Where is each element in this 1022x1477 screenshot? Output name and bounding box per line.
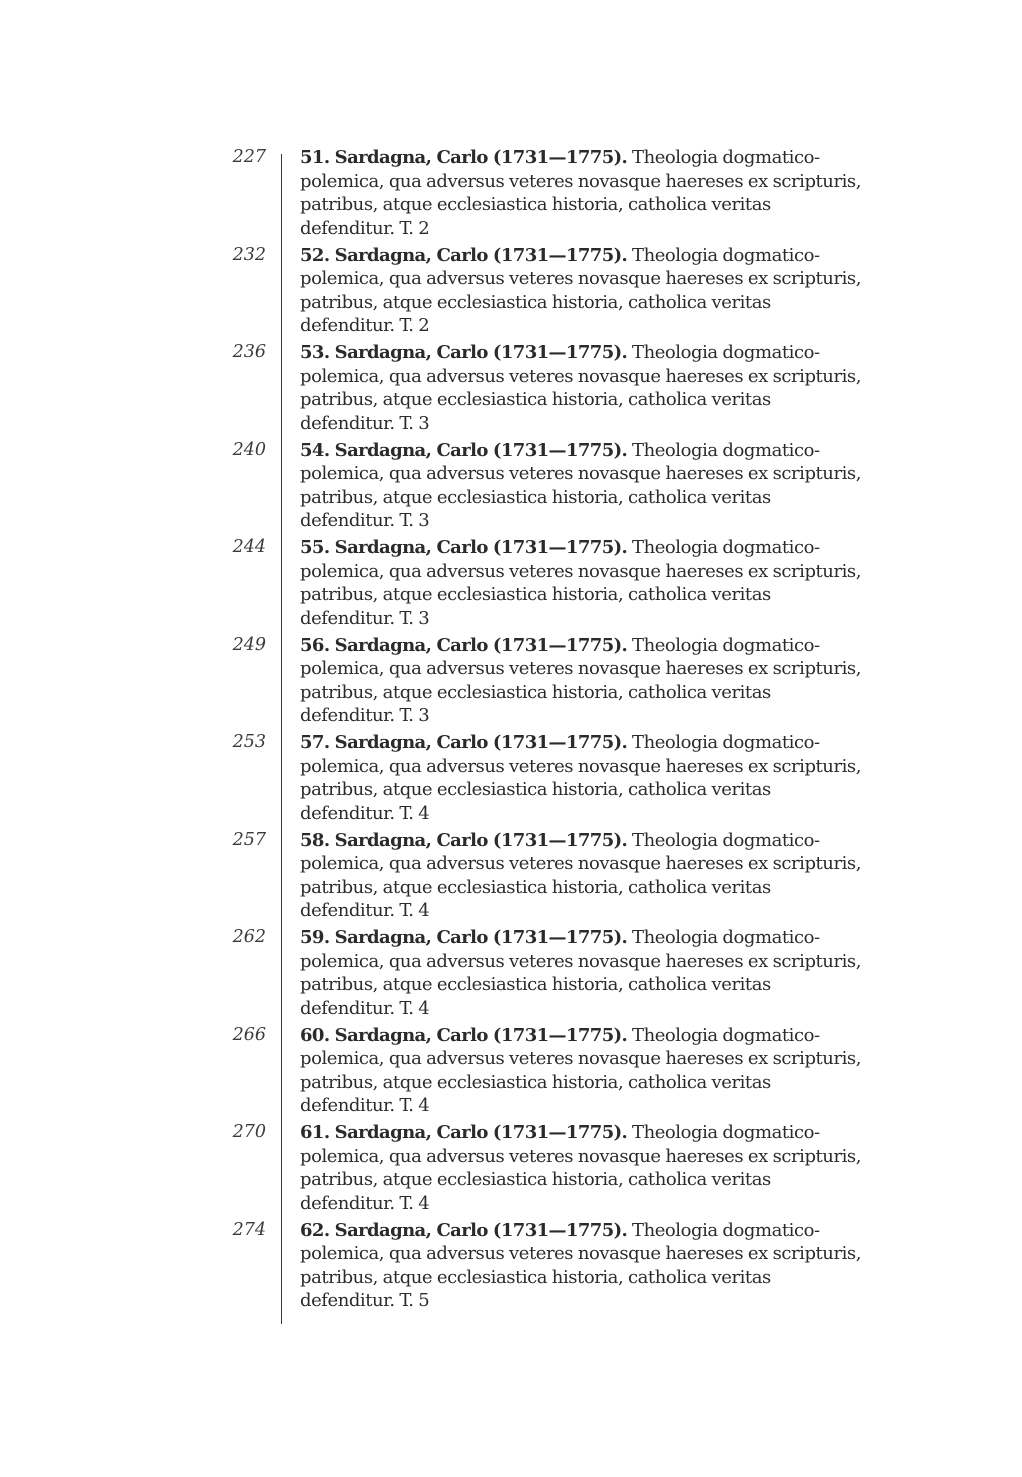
page-number: 240 bbox=[232, 439, 266, 460]
page-number: 270 bbox=[232, 1122, 266, 1142]
entry-line-3: patribus, atque ecclesiastica historia, catholica veritas bbox=[300, 291, 771, 313]
catalog-entry bbox=[0, 829, 1022, 927]
entry-heading: 54. Sardagna, Carlo (1731—1775). bbox=[300, 439, 628, 461]
entry-heading: 51. Sardagna, Carlo (1731—1775). bbox=[300, 147, 628, 168]
entry-title-start: Theologia dogmatico- bbox=[632, 1024, 820, 1046]
entry-line-1 bbox=[300, 439, 880, 463]
entry-line-3: patribus, atque ecclesiastica historia, catholica veritas bbox=[300, 974, 771, 996]
entry-line-4: defenditur. T. 2 bbox=[300, 217, 430, 239]
entry-line-4: defenditur. T. 3 bbox=[300, 412, 430, 434]
entry-line-2: polemica, qua adversus veteres novasque haereses ex scripturis, bbox=[300, 658, 861, 680]
entry-line-1 bbox=[300, 829, 880, 853]
entry-title-start: Theologia dogmatico- bbox=[632, 829, 820, 851]
entry-line-4: defenditur. T. 4 bbox=[300, 1095, 430, 1117]
entry-line-1 bbox=[300, 536, 880, 560]
entry-line-4: defenditur. T. 4 bbox=[300, 997, 430, 1019]
entry-heading: 53. Sardagna, Carlo (1731—1775). bbox=[300, 342, 628, 363]
catalog-entry bbox=[0, 146, 1022, 244]
catalog-entry bbox=[0, 1219, 1022, 1317]
entry-heading: 52. Sardagna, Carlo (1731—1775). bbox=[300, 244, 628, 266]
catalog-entry bbox=[0, 341, 1022, 439]
entry-line-3: patribus, atque ecclesiastica historia, catholica veritas bbox=[300, 681, 771, 703]
entry-line-3: patribus, atque ecclesiastica historia, catholica veritas bbox=[300, 876, 771, 898]
entry-line-2: polemica, qua adversus veteres novasque haereses ex scripturis, bbox=[300, 365, 861, 387]
entry-heading: 58. Sardagna, Carlo (1731—1775). bbox=[300, 829, 628, 851]
entry-title-start: Theologia dogmatico- bbox=[632, 732, 820, 753]
page-number: 244 bbox=[232, 537, 266, 557]
entry-title-start: Theologia dogmatico- bbox=[632, 147, 820, 168]
entry-line-4: defenditur. T. 3 bbox=[300, 510, 430, 532]
entry-line-1 bbox=[300, 1219, 880, 1243]
entry-line-1 bbox=[300, 1121, 880, 1145]
entry-line-3: patribus, atque ecclesiastica historia, catholica veritas bbox=[300, 1266, 771, 1288]
entry-line-3: patribus, atque ecclesiastica historia, catholica veritas bbox=[300, 779, 771, 801]
entry-heading: 62. Sardagna, Carlo (1731—1775). bbox=[300, 1219, 628, 1241]
catalog-entry bbox=[0, 634, 1022, 732]
entry-line-2: polemica, qua adversus veteres novasque haereses ex scripturis, bbox=[300, 268, 861, 290]
entry-line-1 bbox=[300, 1024, 880, 1048]
entry-line-4: defenditur. T. 5 bbox=[300, 1290, 430, 1312]
entry-line-3: patribus, atque ecclesiastica historia, catholica veritas bbox=[300, 389, 771, 411]
entry-title-start: Theologia dogmatico- bbox=[632, 634, 820, 656]
entry-title-start: Theologia dogmatico- bbox=[632, 1122, 820, 1143]
entry-line-1 bbox=[300, 244, 880, 268]
entry-line-2: polemica, qua adversus veteres novasque haereses ex scripturis, bbox=[300, 463, 861, 485]
page-number: 236 bbox=[232, 342, 266, 362]
catalog-entry bbox=[0, 536, 1022, 634]
entry-line-4: defenditur. T. 3 bbox=[300, 705, 430, 727]
entry-line-4: defenditur. T. 4 bbox=[300, 802, 430, 824]
entry-title-start: Theologia dogmatico- bbox=[632, 1219, 820, 1241]
entry-heading: 56. Sardagna, Carlo (1731—1775). bbox=[300, 634, 628, 656]
entry-text bbox=[300, 926, 880, 1020]
entry-line-2: polemica, qua adversus veteres novasque haereses ex scripturis, bbox=[300, 1243, 861, 1265]
entry-title-start: Theologia dogmatico- bbox=[632, 537, 820, 558]
entry-heading: 61. Sardagna, Carlo (1731—1775). bbox=[300, 1122, 628, 1143]
catalog-entry bbox=[0, 1024, 1022, 1122]
entry-title-start: Theologia dogmatico- bbox=[632, 439, 820, 461]
page-number: 232 bbox=[232, 244, 266, 265]
entry-line-2: polemica, qua adversus veteres novasque haereses ex scripturis, bbox=[300, 1145, 861, 1167]
entry-text bbox=[300, 1121, 880, 1215]
page-number: 266 bbox=[232, 1024, 266, 1045]
catalog-entry bbox=[0, 1121, 1022, 1219]
entry-line-1 bbox=[300, 341, 880, 365]
entry-title-start: Theologia dogmatico- bbox=[632, 342, 820, 363]
entry-line-2: polemica, qua adversus veteres novasque haereses ex scripturis, bbox=[300, 560, 861, 582]
entry-line-1 bbox=[300, 146, 880, 170]
entry-line-4: defenditur. T. 3 bbox=[300, 607, 430, 629]
catalog-entry bbox=[0, 244, 1022, 342]
page-number: 227 bbox=[232, 147, 266, 167]
entry-heading: 59. Sardagna, Carlo (1731—1775). bbox=[300, 927, 628, 948]
entry-line-3: patribus, atque ecclesiastica historia, catholica veritas bbox=[300, 1169, 771, 1191]
catalog-entry bbox=[0, 439, 1022, 537]
entry-line-2: polemica, qua adversus veteres novasque haereses ex scripturis, bbox=[300, 1048, 861, 1070]
entry-line-2: polemica, qua adversus veteres novasque haereses ex scripturis, bbox=[300, 170, 861, 192]
entry-text bbox=[300, 1219, 880, 1313]
entry-text bbox=[300, 439, 880, 533]
entry-line-2: polemica, qua adversus veteres novasque haereses ex scripturis, bbox=[300, 950, 861, 972]
entry-text bbox=[300, 1024, 880, 1118]
entry-line-3: patribus, atque ecclesiastica historia, catholica veritas bbox=[300, 1071, 771, 1093]
page-number: 249 bbox=[232, 634, 266, 655]
catalog-entry bbox=[0, 731, 1022, 829]
entry-line-2: polemica, qua adversus veteres novasque haereses ex scripturis, bbox=[300, 853, 861, 875]
page-number: 253 bbox=[232, 732, 266, 752]
entry-line-4: defenditur. T. 2 bbox=[300, 315, 430, 337]
entry-text bbox=[300, 634, 880, 728]
entry-line-4: defenditur. T. 4 bbox=[300, 900, 430, 922]
entry-line-1 bbox=[300, 634, 880, 658]
entry-heading: 55. Sardagna, Carlo (1731—1775). bbox=[300, 537, 628, 558]
entry-line-1 bbox=[300, 731, 880, 755]
entry-text bbox=[300, 244, 880, 338]
entry-line-3: patribus, atque ecclesiastica historia, catholica veritas bbox=[300, 486, 771, 508]
entry-text bbox=[300, 731, 880, 825]
entry-text bbox=[300, 146, 880, 240]
entry-line-1 bbox=[300, 926, 880, 950]
entry-text bbox=[300, 829, 880, 923]
entry-line-4: defenditur. T. 4 bbox=[300, 1192, 430, 1214]
entry-title-start: Theologia dogmatico- bbox=[632, 244, 820, 266]
entry-line-3: patribus, atque ecclesiastica historia, catholica veritas bbox=[300, 584, 771, 606]
entry-title-start: Theologia dogmatico- bbox=[632, 927, 820, 948]
entry-heading: 57. Sardagna, Carlo (1731—1775). bbox=[300, 732, 628, 753]
page-number: 257 bbox=[232, 829, 266, 850]
entry-text bbox=[300, 341, 880, 435]
entry-line-2: polemica, qua adversus veteres novasque haereses ex scripturis, bbox=[300, 755, 861, 777]
page-number: 262 bbox=[232, 927, 266, 947]
catalog-entry bbox=[0, 926, 1022, 1024]
entry-text bbox=[300, 536, 880, 630]
entry-line-3: patribus, atque ecclesiastica historia, catholica veritas bbox=[300, 194, 771, 216]
page-number: 274 bbox=[232, 1219, 266, 1240]
entry-heading: 60. Sardagna, Carlo (1731—1775). bbox=[300, 1024, 628, 1046]
catalog-list bbox=[0, 146, 1022, 1316]
